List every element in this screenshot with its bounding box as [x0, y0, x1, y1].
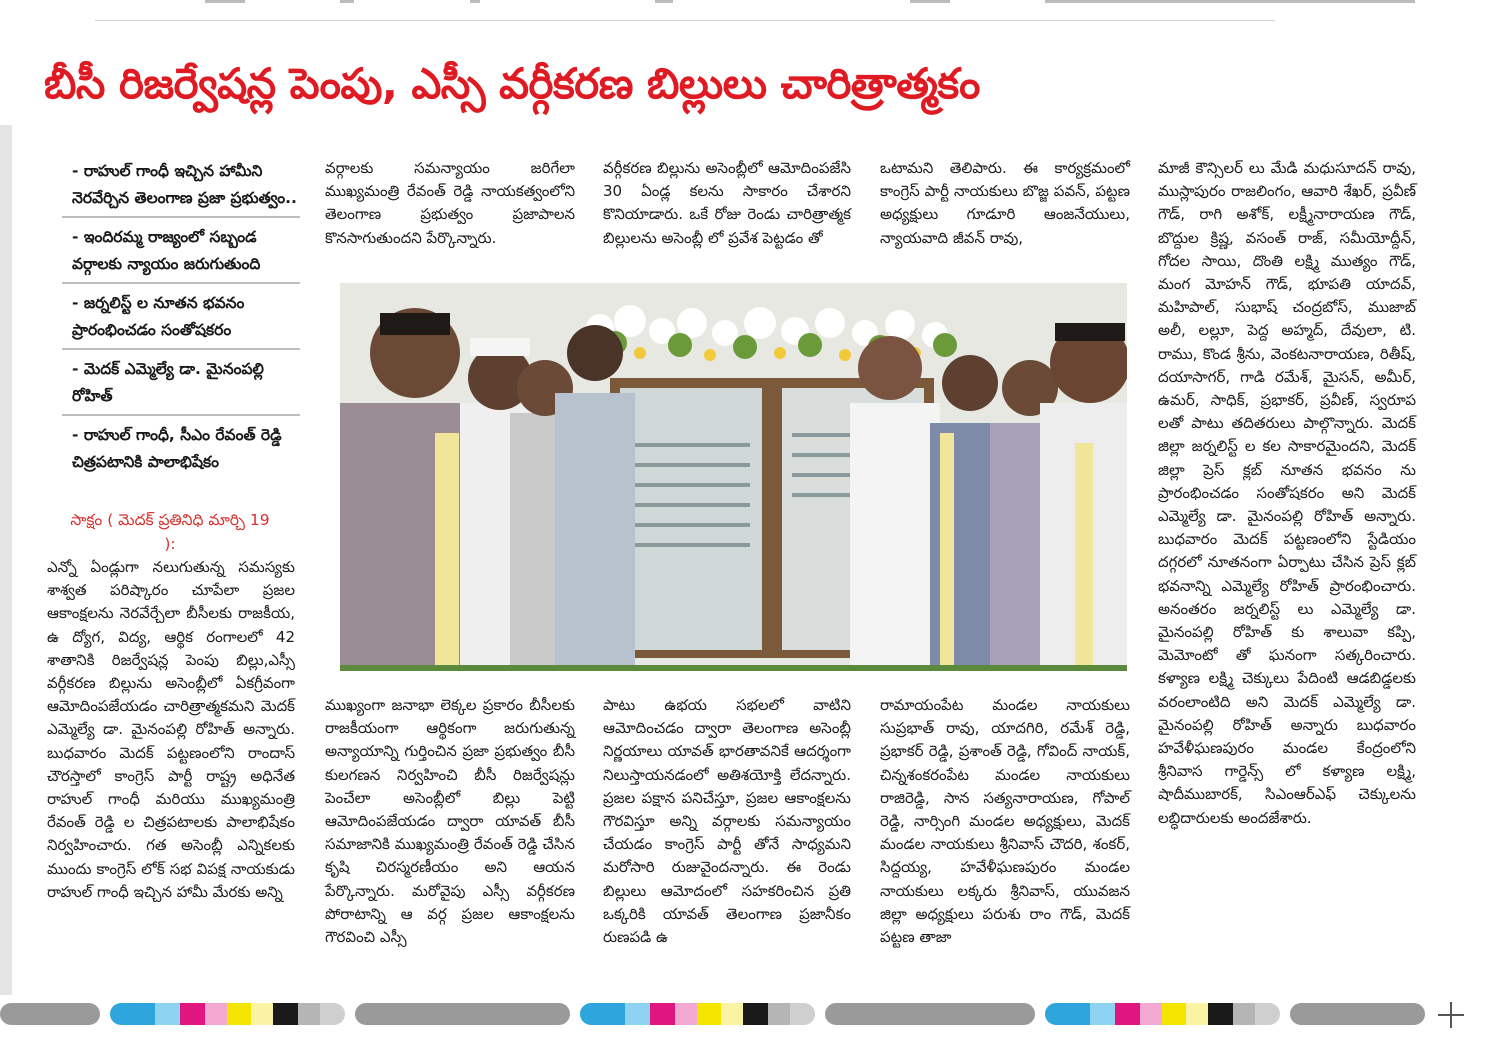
article-column-1: ఎన్నో ఏండ్లుగా నలుగుతున్న సమస్యకు శాశ్వత పరిష్కారం చూపేలా ప్రజల ఆకాంక్షలను నెరవేర్చేలా బీసీలకు రాజకీయ, ఉ ద్యోగ, విద్య, ఆర్థిక రంగాలలో 42 శాతానికి రిజర్వేషన్ల పెంపు బిల్లు,ఎస్సీ వర్గీకరణ బిల్లును అసెంబ్లీలో ఏకగ్రీవంగా ఆమోదింపజేయడం చారిత్రాత్మకమని మెదక్ ఎమ్మెల్యే డా. మైనంపల్లి రోహిత్ అన్నారు. బుధవారం మెదక్ పట్టణంలోని రాందాస్ చౌరస్తాలో కాంగ్రెస్ పార్టీ రాష్ట్ర అధినేత రాహుల్ గాంధీ మరియు ముఖ్యమంత్రి రేవంత్ రెడ్డి ల చిత్రపటాలకు పాలాభిషేకం నిర్వహించారు. గత అసెంబ్లీ ఎన్నికలకు ముందు కాంగ్రెస్ లోక్ సభ విపక్ష నాయకుడు రాహుల్ గాంధీ ఇచ్చిన హామీ మేరకు అన్ని: [47, 558, 295, 901]
print-color-bar: [0, 1003, 1487, 1029]
dateline: సాక్షం ( మెదక్ ప్రతినిధి మార్చి 19 ):: [70, 511, 270, 553]
highlight-item: - మెదక్ ఎమ్మెల్యే డా. మైనంపల్లి రోహిత్: [62, 356, 300, 416]
news-photo-illustration: [340, 283, 1127, 671]
highlight-item: - రాహుల్ గాంధీ ఇచ్చిన హామీని నెరవేర్చిన తెలంగాణ ప్రజా ప్రభుత్వం..: [62, 158, 300, 218]
highlight-item: - ఇందిరమ్మ రాజ్యంలో సబ్బండ వర్గాలకు న్యాయం జరుగుతుంది: [62, 224, 300, 284]
article-column-2-bottom: ముఖ్యంగా జనాభా లెక్కల ప్రకారం బీసీలకు రాజకీయంగా ఆర్థికంగా జరుగుతున్న అన్యాయాన్ని గుర్తించిన ప్రజా ప్రభుత్వం బీసీ కులగణన నిర్వహించి బీసీ రిజర్వేషన్లు పెంచేలా అసెంబ్లీలో బిల్లు పెట్టి ఆమోదింపజేయడం ద్వారా యావత్ బీసీ సమాజానికి ముఖ్యమంత్రి రేవంత్ రెడ్డి చేసిన కృషి చిరస్మరణీయం అని ఆయన పేర్కొన్నారు. మరోవైపు ఎస్సీ వర్గీకరణ పోరాటాన్ని ఆ వర్గ ప్రజల ఆకాంక్షలను గౌరవించి ఎస్సీ: [325, 696, 575, 947]
headline: బీసీ రిజర్వేషన్ల పెంపు, ఎస్సీ వర్గీకరణ బిల్లులు చారిత్రాత్మకం: [44, 59, 980, 108]
photo-bottom-rule: [340, 665, 1127, 671]
page-margin-strip: [0, 125, 12, 995]
article-column-2-top: వర్గాలకు సమన్యాయం జరిగేలా ముఖ్యమంత్రి రేవంత్ రెడ్డి నాయకత్వంలోని తెలంగాణ ప్రభుత్వం ప్రజాపాలన కొనసాగుతుందని పేర్కొన్నారు.: [325, 159, 575, 247]
highlights-box: [62, 158, 300, 486]
top-trim: [95, 0, 1275, 6]
highlight-item: - రాహుల్ గాంధీ, సీఎం రేవంత్ రెడ్డి చిత్రపటానికి పాలాభిషేకం: [72, 426, 282, 471]
highlight-item: - జర్నలిస్ట్ ల నూతన భవనం ప్రారంభించడం సంతోషకరం: [62, 290, 300, 350]
article-column-5: మాజీ కౌన్సిలర్ లు మేడి మధుసూదన్ రావు, ముస్లాపురం రాజలింగం, ఆవారి శేఖర్, ప్రవీణ్ గౌడ్, రాగి అశోక్, లక్ష్మీనారాయణ గౌడ్, బొద్దుల క్రిష్ణ, వసంత్ రాజ్, సమీయోద్దీన్, గోదల సాయి, దొంతి లక్ష్మి ముత్యం గౌడ్, మంగ మోహన్ గౌడ్, భూపతి యాదవ్, మహిపాల్, సుభాష్ చంద్రబోస్, ముజాబ్ అలీ, లల్లూ, పెద్ద అహ్మద్, దేవులా, టి. రాము, కొండ శ్రీను, వెంకటనారాయణ, రితీష్, దయాసాగర్, గాడి రమేశ్, మైసన్, అమీర్, ఉమర్, సాధిక్, ప్రభాకర్, ప్రవీణ్, స్వరూప లతో పాటు తదితరులు పాల్గొన్నారు. మెదక్ జిల్లా జర్నలిస్ట్ ల కల సాకారమైందని, మెదక్ జిల్లా ప్రెస్ క్లబ్ నూతన భవనం ను ప్రారంభించడం సంతోషకరం అని మెదక్ ఎమ్మెల్యే డా. మైనంపల్లి రోహిత్ అన్నారు. బుధవారం మెదక్ పట్టణంలోని స్టేడియం దగ్గరలో నూతనంగా ఏర్పాటు చేసిన ప్రెస్ క్లబ్ భవనాన్ని ఎమ్మెల్యే రోహిత్ ప్రారంభించారు. అనంతరం జర్నలిస్ట్ లు ఎమ్మెల్యే డా. మైనంపల్లి రోహిత్ కు శాలువా కప్పి, మెమోంటో తో ఘనంగా సత్కరించారు. కళ్యాణ లక్ష్మి చెక్కులు పేదింటి ఆడబిడ్డలకు వరంలాంటిది అని మెదక్ ఎమ్మెల్యే డా. మైనంపల్లి రోహిత్ అన్నారు బుధవారం హవేళీఘణపురం మండల కేంద్రంలోని శ్రీనివాస గార్డెన్స్ లో కళ్యాణ లక్ష్మి, షాదీముబారక్, సిఎంఆర్ఎఫ్ చెక్కులను లబ్ధిదారులకు అందజేశారు.: [1158, 159, 1416, 827]
news-photo: [340, 283, 1127, 671]
article-column-3-top: వర్గీకరణ బిల్లును అసెంబ్లీలో ఆమోదింపజేసి 30 ఏండ్ల కలను సాకారం చేశారని కొనియాడారు. ఒకే రోజు రెండు చారిత్రాత్మక బిల్లులను అసెంబ్లీ లో ప్రవేశ పెట్టడం తో: [603, 159, 851, 247]
article-column-4-bottom: రామాయంపేట మండల నాయకులు సుప్రభాత్ రావు, యాదగిరి, రమేశ్ రెడ్డి, ప్రభాకర్ రెడ్డి, ప్రశాంత్ రెడ్డి, గోవింద్ నాయక్, చిన్నశంకరంపేట మండల నాయకులు రాజిరెడ్డి, సాన సత్యనారాయణ, గోపాల్ రెడ్డి, నార్సింగి మండల అధ్యక్షులు, మెదక్ మండల నాయకులు శ్రీనివాస్ చౌదరి, శంకర్, సిద్దయ్య, హవేళీఘణపురం మండల నాయకులు లక్కరు శ్రీనివాస్, యువజన జిల్లా అధ్యక్షులు పరుశు రాం గౌడ్, మెదక్ పట్టణ తాజా: [880, 696, 1130, 947]
article-column-4-top: ఒటామని తెలిపారు. ఈ కార్యక్రమంలో కాంగ్రెస్ పార్టీ నాయకులు బొజ్జ పవన్, పట్టణ అధ్యక్షులు గూడూరి ఆంజనేయులు, న్యాయవాది జీవన్ రావు,: [880, 159, 1130, 247]
registration-mark-icon: [1450, 1002, 1452, 1028]
article-column-3-bottom: పాటు ఉభయ సభలలో వాటిని ఆమోదించడం ద్వారా తెలంగాణ అసెంబ్లీ నిర్ణయాలు యావత్ భారతావనికే ఆదర్శంగా నిలుస్తాయనడంలో అతిశయోక్తి లేదన్నారు. ప్రజల పక్షాన పనిచేస్తూ, ప్రజల ఆకాంక్షలను గౌరవిస్తూ అన్ని వర్గాలకు సమన్యాయం చేయడం కాంగ్రెస్ పార్టీ తోనే సాధ్యమని మరోసారి రుజువైందన్నారు. ఈ రెండు బిల్లులు ఆమోదంలో సహకరించిన ప్రతి ఒక్కరికి యావత్ తెలంగాణ ప్రజానీకం రుణపడి ఉ: [603, 696, 851, 947]
top-rule: [95, 20, 1275, 21]
